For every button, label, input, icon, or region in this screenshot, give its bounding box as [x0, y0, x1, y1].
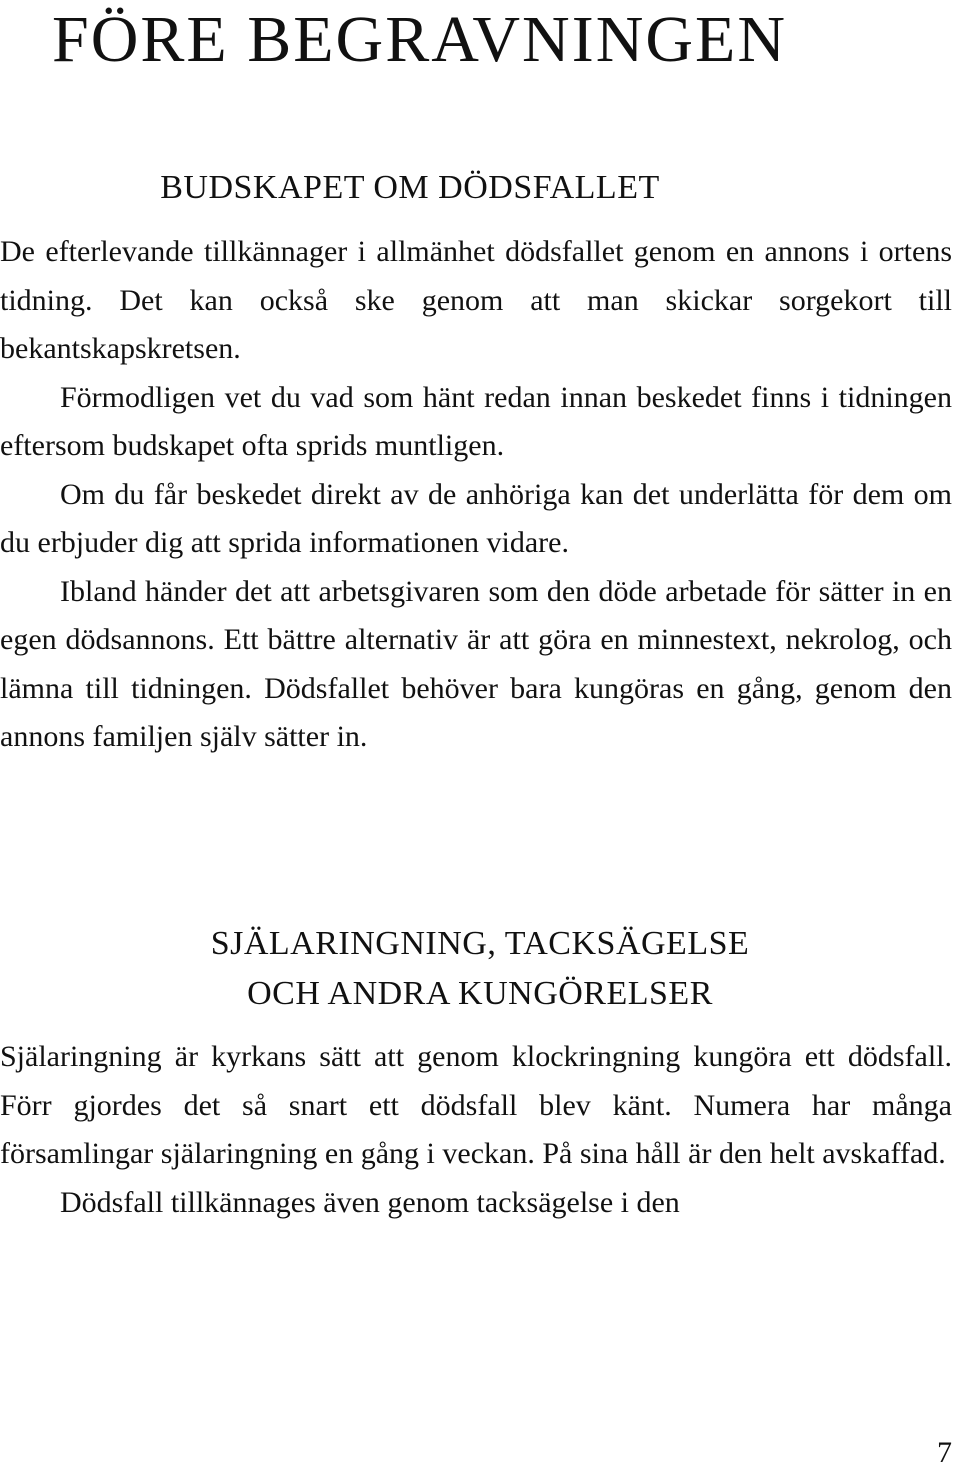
paragraph: Förmodligen vet du vad som hänt redan innan beskedet finns i tidningen eftersom budskapet ofta sprids muntligen.	[0, 380, 952, 462]
paragraph: Dödsfall tillkännages även genom tacksägelse i den	[60, 1185, 680, 1219]
page-number: 7	[937, 1436, 952, 1469]
section-body-budskapet	[0, 228, 952, 762]
paragraph: Om du får beskedet direkt av de anhöriga kan det underlätta för dem om du erbjuder dig att sprida informationen vidare.	[0, 477, 952, 559]
section-heading-sjalaringning-line2: OCH ANDRA KUNGÖRELSER	[247, 975, 713, 1012]
section-heading-budskapet: BUDSKAPET OM DÖDSFALLET	[160, 169, 660, 206]
paragraph: Ibland händer det att arbetsgivaren som den döde arbetade för sätter in en egen dödsannons. Ett bättre alternativ är att göra en minnestext, nekrolog, och lämna till tidningen. Dödsfallet behöver bara kungöras en gång, genom den annons familjen själv sätter in.	[0, 574, 952, 753]
section-body-sjalaringning	[0, 1033, 952, 1227]
page-title: FÖRE BEGRAVNINGEN	[52, 3, 787, 76]
paragraph: Själaringning är kyrkans sätt att genom klockringning kungöra ett dödsfall. Förr gjordes det så snart ett dödsfall blev känt. Numera har många församlingar själaringning en gång i veckan. På sina håll är den helt avskaffad.	[0, 1040, 952, 1170]
paragraph: De efterlevande tillkännager i allmänhet dödsfallet genom en annons i ortens tidning. Det kan också ske genom att man skickar sorgekort till bekantskapskretsen.	[0, 235, 952, 365]
section-heading-sjalaringning-line1: SJÄLARINGNING, TACKSÄGELSE	[210, 925, 750, 962]
